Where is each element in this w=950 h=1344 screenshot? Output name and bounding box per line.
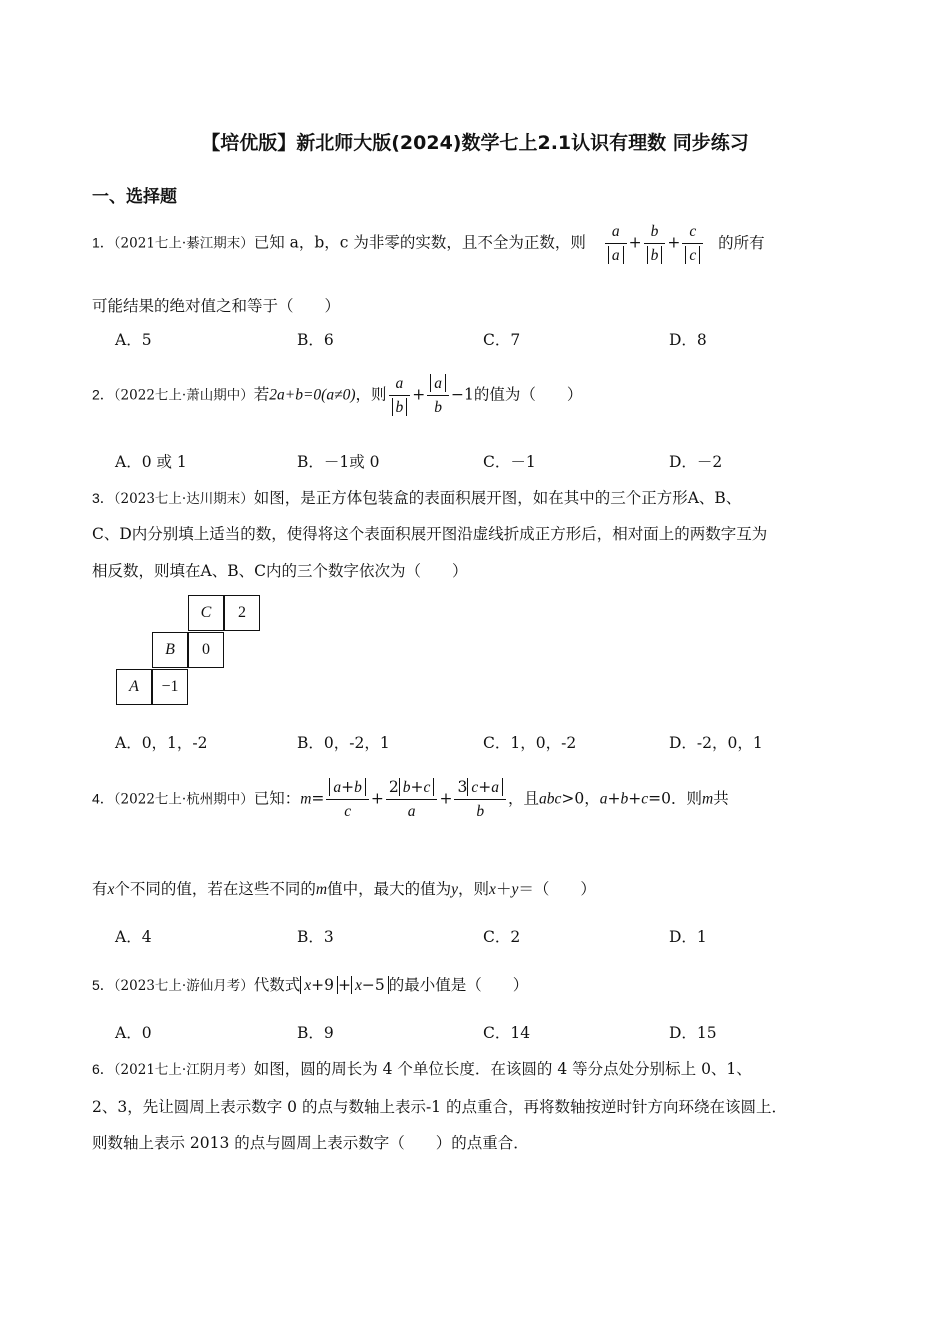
net-cell-2: 2 [224,595,260,631]
q3-line3: 相反数，则填在A、B、C内的三个数字依次为（ ） [92,562,468,580]
q4-formula: $\frac{a+b}{c}$ [326,778,369,821]
page-title: 【培优版】新北师大版(2024)数学七上2.1认识有理数 同步练习 [201,132,749,154]
q4-option-d: D．1 [669,928,707,946]
q5-expression: x+9 [300,976,338,994]
q3-source: （2023七上·达川期末） [113,491,254,507]
question-1: 1．（2021七上·綦江期末）已知 a，b，c 为非零的实数，且不全为正数，则 $\frac{a}{a}$ + $\frac{b}{b}$ + $\frac{c}{c}$ 的所有 [92,223,765,264]
question-5: 5．（2023七上·游仙月考）代数式 x+9 + x−5 的最小值是（ ） [92,976,529,994]
q6-source: （2021七上·江阴月考） [113,1062,254,1078]
q2-option-d: D．－2 [669,453,723,471]
q6-line2: 2、3，先让圆周上表示数字 0 的点与数轴上表示-1 的点重合，再将数轴按逆时针方向环绕在该圆上． [92,1098,787,1116]
question-2: 2．（2022七上·萧山期中）若2a+b=0(a≠0)，则 $\frac{a}{b}$ + $\frac{a}{b}$ −1的值为（ ） [92,375,583,416]
q2-option-c: C．－1 [483,453,536,471]
q2-formula: $\frac{a}{b}$ [389,374,411,417]
q5-option-d: D．15 [669,1024,717,1042]
net-cell-c: C [188,595,224,631]
q3-number: 3． [92,490,114,506]
q3-option-a: A．0，1，-2 [115,734,208,752]
q1-number: 1． [92,234,114,251]
q6-line1: 如图，圆的周长为 4 个单位长度．在该圆的 4 等分点处分别标上 0、1、 [253,1060,752,1078]
q4-line2: 有x个不同的值，若在这些不同的m值中，最大的值为y，则x＋y＝（ ） [92,880,596,898]
question-6 [92,1057,752,1079]
q5-number: 5． [92,977,114,993]
q6-number: 6． [92,1061,114,1077]
q5-option-a: A．0 [115,1024,152,1042]
q1-option-d: D．8 [669,331,707,349]
q2-source: （2022七上·萧山期中） [113,387,254,404]
q1-formula: $\frac{a}{a}$ [605,222,627,265]
q1-option-a: A．5 [115,331,152,349]
net-cell-a: A [116,669,152,705]
q1-text-end: 的所有 [718,233,765,252]
q2-number: 2． [92,386,114,403]
cube-net-figure [116,595,262,707]
q2-option-a: A．0 或 1 [115,453,187,471]
q4-option-a: A．4 [115,928,152,946]
q1-text: 已知 a，b，c 为非零的实数，且不全为正数，则 [253,233,586,252]
q5-option-b: B．9 [297,1024,334,1042]
q4-source: （2022七上·杭州期中） [113,791,254,808]
net-cell-neg1: −1 [152,669,188,705]
q6-line3: 则数轴上表示 2013 的点与圆周上表示数字（ ）的点重合． [92,1134,529,1152]
q1-line2: 可能结果的绝对值之和等于（ ） [92,297,341,315]
net-cell-0: 0 [188,632,224,668]
q5-source: （2023七上·游仙月考） [113,978,254,994]
q4-option-b: B．3 [297,928,334,946]
question-4: 4．（2022七上·杭州期中）已知：m= $\frac{a+b}{c}$ + $\frac{2 b+c}{a}$ + $\frac{3 c+a}{b}$ ，且abc>0，a+b+c=0．则m共 [92,778,729,820]
section-heading: 一、选择题 [92,187,177,207]
q1-source: （2021七上·綦江期末） [113,235,254,252]
net-cell-b: B [152,632,188,668]
q1-option-c: C．7 [483,331,521,349]
q4-option-c: C．2 [483,928,521,946]
q1-option-b: B．6 [297,331,334,349]
q2-condition: 2a+b=0(a≠0) [269,386,356,404]
q5-option-c: C．14 [483,1024,531,1042]
q3-line2: C、D内分别填上适当的数，使得将这个表面积展开图沿虚线折成正方形后，相对面上的两数字互为 [92,525,768,543]
q3-option-b: B．0，-2，1 [297,734,390,752]
q2-option-b: B．－1或 0 [297,453,380,471]
q3-option-c: C．1，0，-2 [483,734,577,752]
q3-option-d: D．-2，0，1 [669,734,763,752]
question-3 [92,486,741,508]
q4-number: 4． [92,790,114,807]
q3-line1: 如图，是正方体包装盒的表面积展开图，如在其中的三个正方形A、B、 [253,489,742,507]
